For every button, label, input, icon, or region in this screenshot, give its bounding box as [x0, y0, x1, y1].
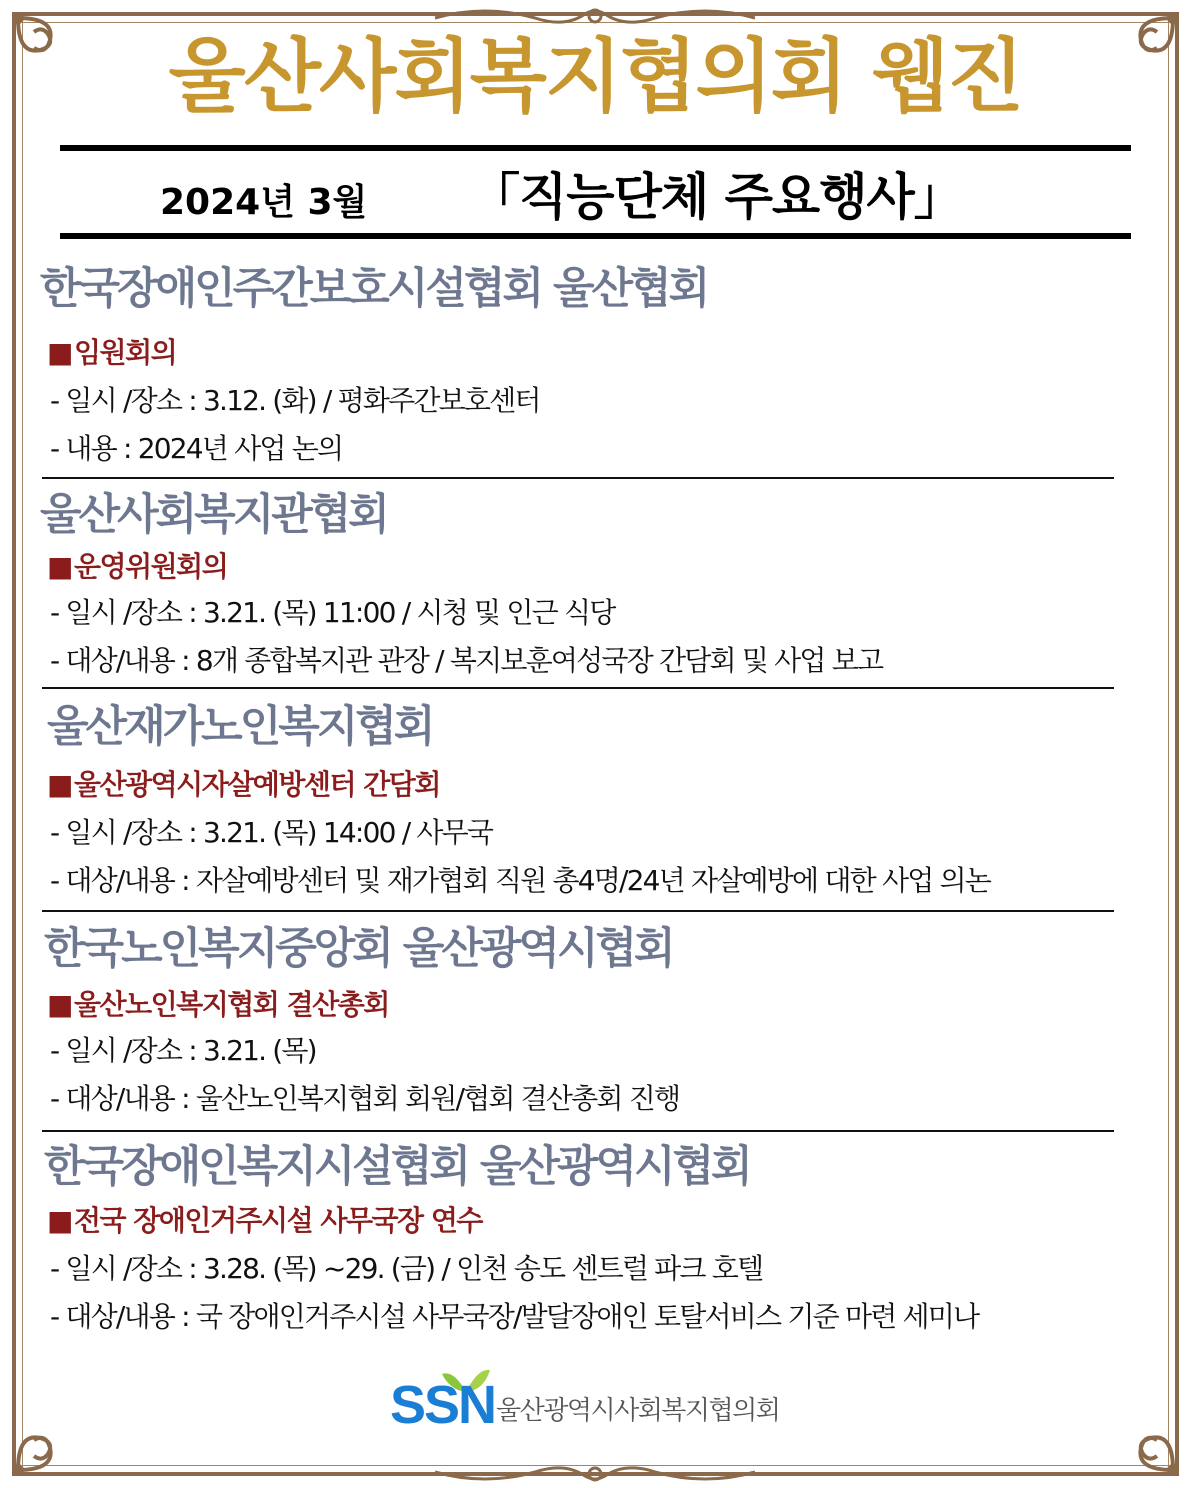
section-event-title — [47, 986, 389, 1024]
square-bullet-icon: ■ — [47, 768, 72, 801]
section-divider — [42, 910, 1114, 912]
detail-line: - 일시 /장소 : 3.28. (목) ~29. (금) / 인천 송도 센트럴 파크 호텔 — [50, 1252, 763, 1285]
section-org-title: 울산사회복지관협회 — [40, 490, 387, 540]
event-name: 임원회의 — [73, 336, 177, 369]
logo-org-name: 울산광역시사회복지협의회 — [496, 1396, 780, 1426]
section-org-title: 한국장애인복지시설협회 울산광역시협회 — [44, 1142, 750, 1192]
detail-line: - 일시 /장소 : 3.21. (목) — [50, 1034, 316, 1067]
section-org-title: 울산재가노인복지협회 — [47, 702, 433, 752]
detail-line: - 일시 /장소 : 3.12. (화) / 평화주간보호센터 — [50, 384, 540, 417]
section-event-title — [47, 1202, 482, 1240]
detail-line: - 일시 /장소 : 3.21. (목) 14:00 / 사무국 — [50, 816, 493, 849]
corner-ornament-bottom-left-icon — [10, 1408, 80, 1478]
event-name: 운영위원회의 — [73, 550, 228, 583]
section-divider — [42, 1130, 1114, 1132]
corner-ornament-bottom-right-icon — [1111, 1408, 1181, 1478]
footer-logo — [390, 1370, 810, 1440]
section-org-title: 한국장애인주간보호시설협회 울산협회 — [40, 264, 708, 314]
square-bullet-icon: ■ — [47, 336, 72, 369]
section-event-title — [47, 334, 176, 372]
issue-heading: 「직능단체 주요행사」 — [470, 168, 963, 226]
issue-date: 2024년 3월 — [160, 182, 368, 223]
header-top-rule — [60, 145, 1131, 151]
section-event-title — [47, 766, 440, 804]
detail-line: - 일시 /장소 : 3.21. (목) 11:00 / 시청 및 인근 식당 — [50, 596, 615, 629]
event-name: 전국 장애인거주시설 사무국장 연수 — [73, 1204, 482, 1237]
section-org-title: 한국노인복지중앙회 울산광역시협회 — [44, 924, 673, 974]
square-bullet-icon: ■ — [47, 988, 72, 1021]
header-bottom-rule — [60, 233, 1131, 239]
section-divider — [42, 687, 1114, 689]
detail-line: - 대상/내용 : 8개 종합복지관 관장 / 복지보훈여성국장 간담회 및 사업 보고 — [50, 644, 883, 677]
detail-line: - 내용 : 2024년 사업 논의 — [50, 432, 343, 465]
bottom-center-ornament-icon — [425, 1458, 765, 1486]
detail-line: - 대상/내용 : 울산노인복지협회 회원/협회 결산총회 진행 — [50, 1082, 680, 1115]
section-divider — [42, 477, 1114, 479]
webzine-title: 울산사회복지협의회 웹진 — [168, 30, 1023, 123]
section-event-title — [47, 548, 227, 586]
square-bullet-icon: ■ — [47, 550, 72, 583]
event-name: 울산광역시자살예방센터 간담회 — [73, 768, 440, 801]
detail-line: - 대상/내용 : 자살예방센터 및 재가협회 직원 총4명/24년 자살예방에 대한 사업 의논 — [50, 864, 991, 897]
logo-text: SSN — [390, 1375, 496, 1435]
detail-line: - 대상/내용 : 국 장애인거주시설 사무국장/발달장애인 토탈서비스 기준 마련 세미나 — [50, 1300, 979, 1333]
event-name: 울산노인복지협회 결산총회 — [73, 988, 389, 1021]
square-bullet-icon: ■ — [47, 1204, 72, 1237]
